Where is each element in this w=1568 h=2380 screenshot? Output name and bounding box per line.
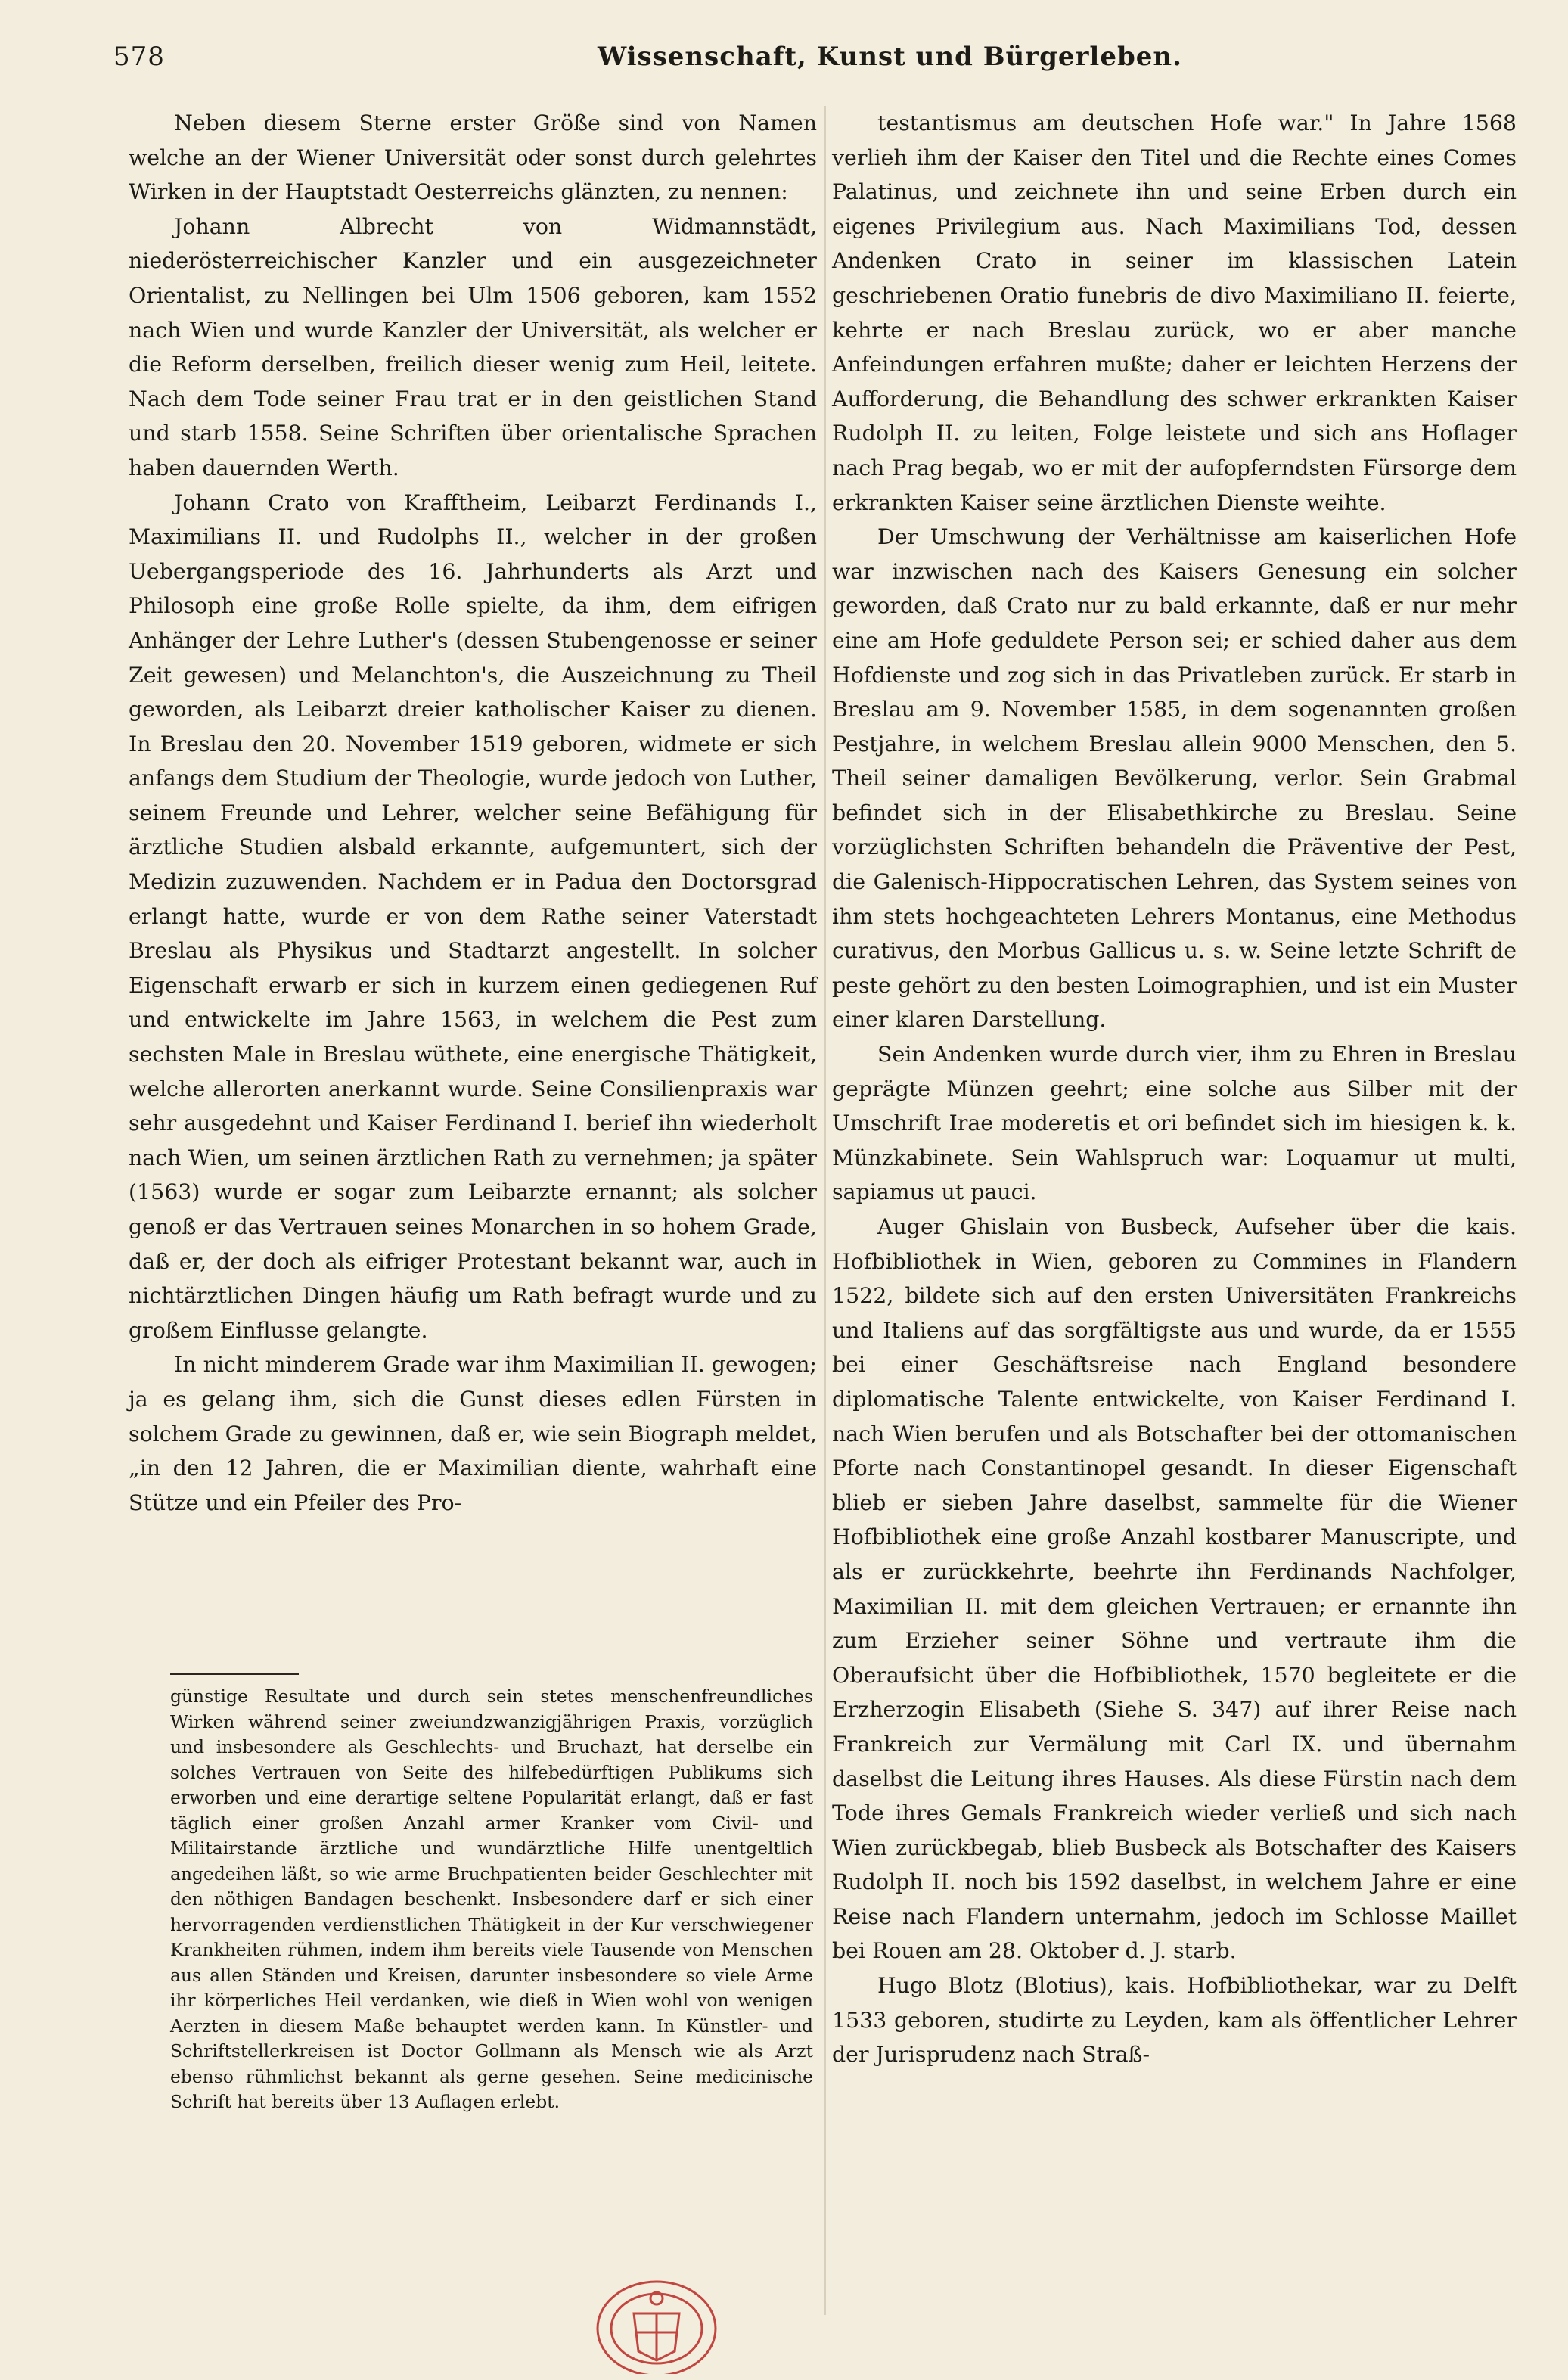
left-column <box>129 106 817 1520</box>
page-number: 578 <box>113 42 165 72</box>
paragraph: In nicht minderem Grade war ihm Maximilian II. gewogen; ja es gelang ihm, sich die Gunst dieses edlen Fürsten in solchem Grade zu gewinnen, daß er, wie sein Biograph meldet, „in den 12 Jahren, die er Maximilian diente, wahrhaft eine Stütze und ein Pfeiler des Pro- <box>129 1352 817 1515</box>
paragraph: Der Umschwung der Verhältnisse am kaiserlichen Hofe war inzwischen nach des Kaisers Genesung ein solcher geworden, daß Crato nur zu bald erkannte, daß er nur mehr eine am Hofe geduldete Person sei; er schied daher aus dem Hofdienste und zog sich in das Privatleben zurück. Er starb in Breslau am 9. November 1585, in dem sogenannten großen Pestjahre, in welchem Breslau allein 9000 Menschen, den 5. Theil seiner damaligen Bevölkerung, verlor. Sein Grabmal befindet sich in der Elisabethkirche zu Breslau. Seine vorzüglichsten Schriften behandeln die Präventive der Pest, die Galenisch-Hippocratischen Lehren, das System seines von ihm stets hochgeachteten Lehrers Montanus, eine Methodus curativus, den Morbus Gallicus u. s. w. Seine letzte Schrift de peste gehört zu den besten Loimographien, und ist ein Muster einer klaren Darstellung. <box>832 524 1517 1033</box>
paragraph: testantismus am deutschen Hofe war." In Jahre 1568 verlieh ihm der Kaiser den Titel und die Rechte eines Comes Palatinus, und zeichnete ihn und seine Erben durch ein eigenes Privilegium aus. Nach Maximilians Tod, dessen Andenken Crato in seiner im klassischen Latein geschriebenen Oratio funebris de divo Maximiliano II. feierte, kehrte er nach Breslau zurück, wo er aber manche Anfeindungen erfahren mußte; daher er leichten Herzens der Aufforderung, die Behandlung des schwer erkrankten Kaiser Rudolph II. zu leiten, Folge leistete und sich ans Hoflager nach Prag begab, wo er mit der aufopferndsten Fürsorge dem erkrankten Kaiser seine ärztlichen Dienste weihte. <box>832 110 1517 515</box>
footnote-rule <box>170 1673 299 1675</box>
column-divider <box>824 106 826 2315</box>
library-stamp-icon <box>581 2268 732 2374</box>
page-header <box>113 42 1523 87</box>
running-title: Wissenschaft, Kunst und Bürgerleben. <box>598 42 1182 72</box>
right-column <box>832 106 1517 2072</box>
paragraph: Hugo Blotz (Blotius), kais. Hofbibliothekar, war zu Delft 1533 geboren, studirte zu Leyden, kam als öffentlicher Lehrer der Jurisprudenz nach Straß- <box>832 1973 1517 2068</box>
paragraph: Johann Crato von Krafftheim, Leibarzt Ferdinands I., Maximilians II. und Rudolphs II., welcher in der großen Uebergangsperiode des 16. Jahrhunderts als Arzt und Philosoph eine große Rolle spielte, da ihm, dem eifrigen Anhänger der Lehre Luther's (dessen Stubengenosse er seiner Zeit gewesen) und Melanchton's, die Auszeichnung zu Theil geworden, als Leibarzt dreier katholischer Kaiser zu dienen. In Breslau den 20. November 1519 geboren, widmete er sich anfangs dem Studium der Theologie, wurde jedoch von Luther, seinem Freunde und Lehrer, welcher seine Befähigung für ärztliche Studien alsbald erkannte, aufgemuntert, sich der Medizin zuzuwenden. Nachdem er in Padua den Doctorsgrad erlangt hatte, wurde er von dem Rathe seiner Vaterstadt Breslau als Physikus und Stadtarzt angestellt. In solcher Eigenschaft erwarb er sich in kurzem einen gediegenen Ruf und entwickelte im Jahre 1563, in welchem die Pest zum sechsten Male in Breslau wüthete, eine energische Thätigkeit, welche allerorten anerkannt wurde. Seine Consilienpraxis war sehr ausgedehnt und Kaiser Ferdinand I. berief ihn wiederholt nach Wien, um seinen ärztlichen Rath zu vernehmen; ja später (1563) wurde er sogar zum Leibarzte ernannt; als solcher genoß er das Vertrauen seines Monarchen in so hohem Grade, daß er, der doch als eifriger Protestant bekannt war, auch in nichtärztlichen Dingen häufig um Rath befragt wurde und zu großem Einflusse gelangte. <box>129 489 817 1343</box>
footnote-block <box>170 1684 813 2115</box>
footnote-text: günstige Resultate und durch sein stetes menschenfreundliches Wirken während seiner zweiundzwanzigjährigen Praxis, vorzüglich und insbesondere als Geschlechts- und Bruchazt, hat derselbe ein solches Vertrauen von Seite des hilfebedürftigen Publikums sich erworben und eine derartige seltene Popularität erlangt, daß er fast täglich einer großen Anzahl armer Kranker vom Civil- und Militairstande ärztliche und wundärztliche Hilfe unentgeltlich angedeihen läßt, so wie arme Bruchpatienten beider Geschlechter mit den nöthigen Bandagen beschenkt. Insbesondere darf er sich einer hervorragenden verdienstlichen Thätigkeit in der Kur verschwiegener Krankheiten rühmen, indem ihm bereits viele Tausende von Menschen aus allen Ständen und Kreisen, darunter insbesondere so viele Arme ihr körperliches Heil verdanken, wie dieß in Wien wohl von wenigen Aerzten in diesem Maße behauptet werden kann. In Künstler- und Schriftstellerkreisen ist Doctor Gollmann als Mensch wie als Arzt ebenso rühmlichst bekannt als gerne gesehen. Seine medicinische Schrift hat bereits über 13 Auflagen erlebt. <box>170 1686 813 2112</box>
paragraph: Neben diesem Sterne erster Größe sind von Namen welche an der Wiener Universität oder sonst durch gelehrtes Wirken in der Hauptstadt Oesterreichs glänzten, zu nennen: <box>129 110 817 205</box>
paragraph: Auger Ghislain von Busbeck, Aufseher über die kais. Hofbibliothek in Wien, geboren zu Commines in Flandern 1522, bildete sich auf den ersten Universitäten Frankreichs und Italiens auf das sorgfältigste aus und wurde, da er 1555 bei einer Geschäftsreise nach England besondere diplomatische Talente entwickelte, von Kaiser Ferdinand I. nach Wien berufen und als Botschafter bei der ottomanischen Pforte nach Constantinopel gesandt. In dieser Eigenschaft blieb er sieben Jahre daselbst, sammelte für die Wiener Hofbibliothek eine große Anzahl kostbarer Manuscripte, und als er zurückkehrte, beehrte ihn Ferdinands Nachfolger, Maximilian II. mit dem gleichen Vertrauen; er ernannte ihn zum Erzieher seiner Söhne und vertraute ihm die Oberaufsicht über die Hofbibliothek, 1570 begleitete er die Erzherzogin Elisabeth (Siehe S. 347) auf ihrer Reise nach Frankreich zur Vermälung mit Carl IX. und übernahm daselbst die Leitung ihres Hauses. Als diese Fürstin nach dem Tode ihres Gemals Frankreich wieder verließ und sich nach Wien zurückbegab, blieb Busbeck als Botschafter des Kaisers Rudolph II. noch bis 1592 daselbst, in welchem Jahre er eine Reise nach Flandern unternahm, jedoch im Schlosse Maillet bei Rouen am 28. Oktober d. J. starb. <box>832 1214 1517 1964</box>
paragraph: Johann Albrecht von Widmannstädt, niederösterreichischer Kanzler und ein ausgezeichneter Orientalist, zu Nellingen bei Ulm 1506 geboren, kam 1552 nach Wien und wurde Kanzler der Universität, als welcher er die Reform derselben, freilich dieser wenig zum Heil, leitete. Nach dem Tode seiner Frau trat er in den geistlichen Stand und starb 1558. Seine Schriften über orientalische Sprachen haben dauernden Werth. <box>129 213 817 480</box>
paragraph: Sein Andenken wurde durch vier, ihm zu Ehren in Breslau geprägte Münzen geehrt; eine solche aus Silber mit der Umschrift Irae moderetis et ori befindet sich im hiesigen k. k. Münzkabinete. Sein Wahlspruch war: Loquamur ut multi, sapiamus ut pauci. <box>832 1042 1517 1205</box>
